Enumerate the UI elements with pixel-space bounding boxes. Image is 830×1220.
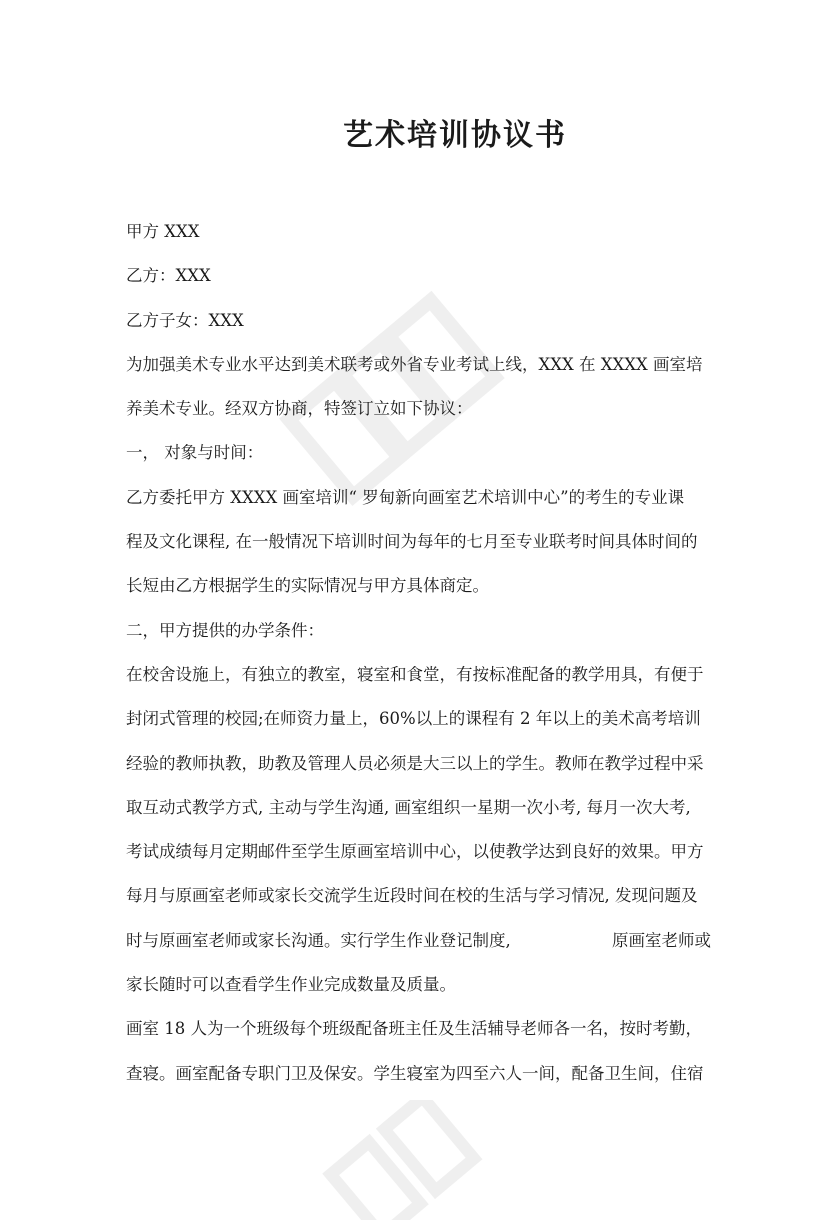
- document-body: [126, 214, 711, 1100]
- paragraph-line: 画室 18 人为一个班级每个班级配备班主任及生活辅导老师各一名，按时考勤，: [126, 1019, 702, 1039]
- paragraph-line: 为加强美术专业水平达到美术联考或外省专业考试上线，XXX 在 XXXX 画室培: [126, 354, 703, 374]
- paragraph-line: 时与原画室老师或家长沟通。实行学生作业登记制度, 原画室老师或: [126, 930, 711, 950]
- paragraph-line: 程及文化课程, 在一般情况下培训时间为每年的七月至专业联考时间具体时间的: [126, 532, 698, 552]
- party-a-line: 甲方 XXX: [126, 222, 200, 241]
- party-b-child-line: 乙方子女：XXX: [126, 310, 244, 330]
- paragraph-line: 经验的教师执教，助教及管理人员必须是大三以上的学生。教师在教学过程中采: [126, 753, 704, 773]
- paragraph-line: 在校舍设施上，有独立的教室，寝室和食堂，有按标准配备的教学用具，有便于: [126, 664, 704, 684]
- document-title: 艺术培训协议书: [343, 118, 567, 153]
- paragraph-line: 家长随时可以查看学生作业完成数量及质量。: [126, 975, 456, 995]
- paragraph-line: 封闭式管理的校园;在师资力量上，60%以上的课程有 2 年以上的美术高考培训: [126, 709, 701, 729]
- paragraph-line: 养美术专业。经双方协商，特签订立如下协议：: [126, 399, 473, 419]
- paragraph-line: 乙方委托甲方 XXXX 画室培训“ 罗甸新向画室艺术培训中心”的考生的专业课: [126, 487, 685, 507]
- paragraph-line: 考试成绩每月定期邮件至学生原画室培训中心，以使教学达到良好的效果。甲方: [126, 842, 704, 862]
- paragraph-line: 查寝。画室配备专职门卫及保安。学生寝室为四至六人一间，配备卫生间，住宿: [126, 1063, 704, 1083]
- section-heading: 二，甲方提供的办学条件：: [126, 620, 324, 640]
- paragraph-line: 取互动式教学方式, 主动与学生沟通, 画室组织一星期一次小考, 每月一次大考,: [126, 797, 691, 817]
- watermark-icon: [320, 1100, 500, 1220]
- paragraph-line: 每月与原画室老师或家长交流学生近段时间在校的生活与学习情况, 发现问题及: [126, 886, 698, 906]
- party-b-line: 乙方：XXX: [126, 266, 211, 286]
- section-heading: 一， 对象与时间：: [126, 443, 264, 463]
- paragraph-line: 长短由乙方根据学生的实际情况与甲方具体商定。: [126, 576, 489, 596]
